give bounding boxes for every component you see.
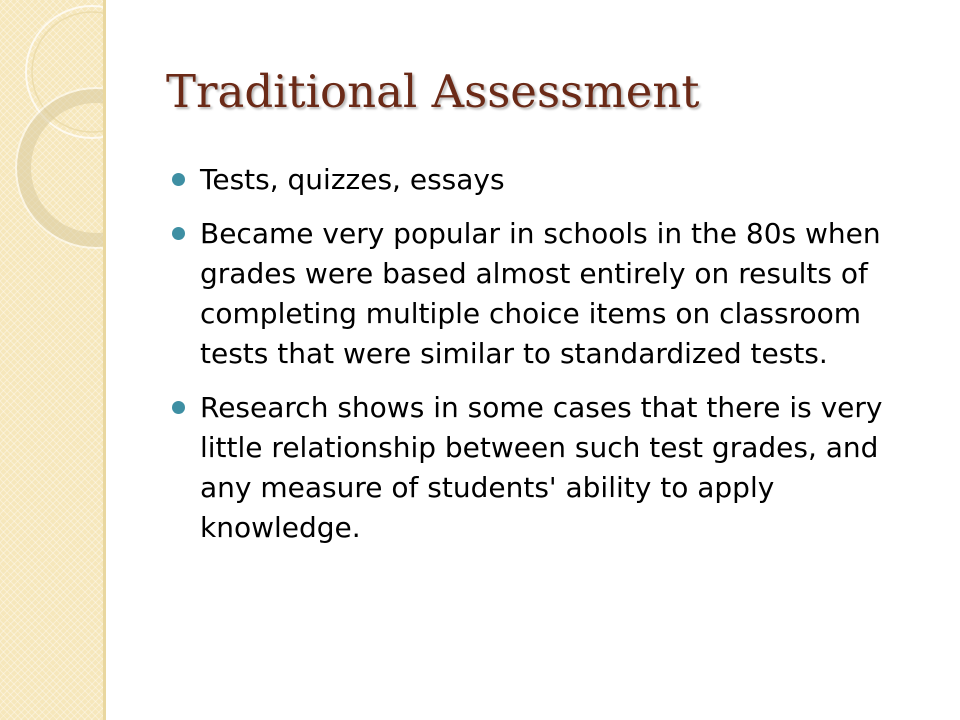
side-band bbox=[0, 0, 106, 720]
bullet-dot-icon bbox=[172, 401, 185, 414]
bullet-text: Tests, quizzes, essays bbox=[200, 163, 505, 196]
bullet-text: Became very popular in schools in the 80s when grades were based almost entirely on results of completing multiple choice items on classroom tests that were similar to standardized tests. bbox=[200, 217, 881, 370]
side-band-edge bbox=[103, 0, 106, 720]
bullet-list bbox=[172, 160, 922, 562]
bullet-item bbox=[172, 160, 922, 200]
slide-title: Traditional Assessment bbox=[166, 65, 700, 118]
bullet-dot-icon bbox=[172, 227, 185, 240]
bullet-text: Research shows in some cases that there is very little relationship between such test grades, and any measure of students' ability to apply knowledge. bbox=[200, 391, 883, 544]
bullet-item bbox=[172, 214, 922, 374]
ring-decoration-icon bbox=[0, 0, 106, 260]
bullet-item bbox=[172, 388, 922, 548]
bullet-dot-icon bbox=[172, 173, 185, 186]
